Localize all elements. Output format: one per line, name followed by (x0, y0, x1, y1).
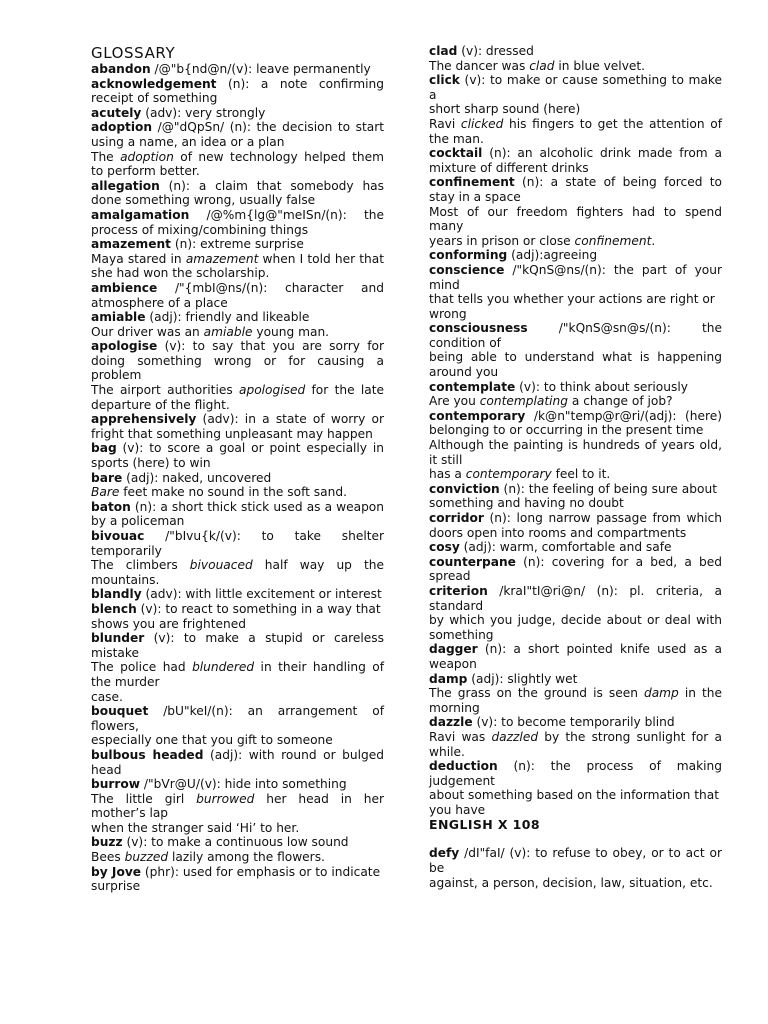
headword: dazzle (429, 715, 473, 730)
definition: (v): to make or cause something to make a (429, 73, 722, 102)
glossary-entry (429, 263, 722, 292)
headword: blandly (91, 587, 142, 602)
glossary-entry (429, 540, 722, 555)
glossary-entry (429, 321, 722, 350)
definition: (v): to say that you are sorry for doing something wrong or for causing a problem (91, 339, 384, 383)
continuation-line: about something based on the information that (429, 788, 719, 803)
continuation-line: wrong (429, 306, 467, 321)
definition: (n): a note confirming receipt of something (91, 76, 384, 106)
example-highlight: dazzled (491, 729, 539, 744)
example-text: his fingers to get the attention of the man. (429, 116, 722, 146)
example-sentence (429, 234, 722, 249)
example-sentence (91, 485, 384, 500)
glossary-entry (91, 704, 384, 733)
glossary-entry (91, 835, 384, 850)
headword: consciousness (429, 321, 528, 336)
headword: confinement (429, 175, 515, 190)
glossary-entry (91, 281, 384, 310)
headword: conviction (429, 481, 500, 496)
definition: (v): to become temporarily blind (472, 715, 675, 730)
glossary-entry (91, 865, 384, 880)
example-text: young man. (252, 324, 330, 339)
glossary-entry (429, 409, 722, 438)
definition: /@"b{nd@n/(v): leave permanently (150, 62, 371, 76)
example-highlight: bivouaced (189, 558, 253, 573)
example-sentence (91, 383, 384, 412)
definition: (v): to make a stupid or careless mistake (91, 631, 384, 660)
example-text: Are you (429, 394, 480, 409)
example-text: Our driver was an (91, 324, 204, 339)
headword: clad (429, 44, 458, 58)
headword: baton (91, 499, 131, 514)
definition: (phr): used for emphasis or to indicate (141, 864, 381, 879)
example-text: Although the painting is hundreds of years old, it still (429, 438, 722, 467)
glossary-entry (429, 672, 722, 687)
glossary-entry (429, 482, 722, 497)
definition: (n): a short pointed knife used as a weapon (429, 642, 722, 671)
definition: /dI"faI/ (v): to refuse to obey, or to act or be (429, 846, 722, 876)
glossary-entry (91, 62, 384, 77)
glossary-entry (429, 846, 722, 875)
headword: cosy (429, 540, 460, 555)
headword: bivouac (91, 529, 145, 543)
headword: buzz (91, 835, 123, 850)
definition: (adj):agreeing (507, 248, 598, 263)
glossary-entry (429, 584, 722, 613)
headword: acutely (91, 105, 142, 120)
glossary-entry (91, 310, 384, 325)
glossary-entry (91, 120, 384, 149)
continuation-line: shows you are frightened (91, 616, 246, 631)
example-text: Ravi (429, 116, 461, 131)
continuation-line: against, a person, decision, law, situation, etc. (429, 875, 713, 890)
glossary-entry (91, 441, 384, 470)
glossary-left-column (91, 44, 384, 894)
glossary-entry (429, 380, 722, 395)
headword: dagger (429, 642, 478, 657)
example-text: The airport authorities (91, 383, 239, 398)
glossary-entry (91, 412, 384, 441)
definition: /"{mbI@ns/(n): character and atmosphere of a place (91, 280, 384, 310)
definition: (v): to make a continuous low sound (122, 835, 349, 850)
glossary-entry (91, 208, 384, 237)
example-text: The dancer was (429, 58, 530, 73)
glossary-entry (429, 44, 722, 59)
headword: bouquet (91, 704, 149, 719)
definition: (v): dressed (457, 44, 534, 58)
headword: apprehensively (91, 412, 197, 427)
definition: /bU"keI/(n): an arrangement of flowers, (91, 704, 384, 733)
glossary-entry (429, 642, 722, 671)
example-sentence (429, 59, 722, 74)
headword: amazement (91, 237, 171, 252)
definition: (v): to react to something in a way that (136, 601, 381, 616)
example-text: by the strong sunlight for a while. (429, 729, 722, 759)
glossary-entry (429, 175, 722, 204)
example-highlight: clad (529, 58, 555, 73)
glossary-entry (91, 748, 384, 777)
example-text: . (651, 233, 656, 248)
example-text: of new technology helped them to perform better. (91, 149, 384, 179)
example-sentence (429, 686, 722, 715)
example-highlight: amazement (185, 251, 259, 266)
glossary-entry (91, 106, 384, 121)
definition: /"kQnS@ns/(n): the part of your mind (429, 262, 722, 292)
headword: apologise (91, 339, 158, 354)
headword: abandon (91, 62, 151, 76)
example-sentence (91, 325, 384, 340)
glossary-entry (91, 237, 384, 252)
example-sentence (429, 394, 722, 409)
glossary-entry (429, 715, 722, 730)
example-text: in the morning (429, 686, 722, 715)
glossary-entry (91, 500, 384, 529)
example-text: lazily among the flowers. (168, 850, 325, 865)
continuation-line: case. (91, 689, 123, 704)
example-sentence (429, 205, 722, 234)
example-highlight: damp (643, 686, 679, 701)
headword: amiable (91, 310, 146, 325)
example-highlight: apologised (238, 383, 306, 398)
example-text: Most of our freedom fighters had to spend many (429, 204, 722, 234)
headword: allegation (91, 178, 160, 193)
headword: cocktail (429, 146, 483, 161)
definition: (n): a short thick stick used as a weapon by a policeman (91, 499, 384, 529)
example-sentence (91, 660, 384, 689)
example-highlight: confinement (574, 233, 652, 248)
definition: (n): extreme surprise (170, 237, 304, 252)
headword: counterpane (429, 554, 516, 569)
entry-list-left (91, 62, 384, 894)
example-text: The little girl (91, 791, 197, 806)
continuation-line: when the stranger said ‘Hi’ to her. (91, 820, 300, 835)
continuation-line: something and having no doubt (429, 496, 624, 511)
example-text: half way up the mountains. (91, 558, 385, 587)
glossary-entry (429, 555, 722, 584)
definition: /"kQnS@sn@s/(n): the condition of (429, 321, 722, 350)
glossary-entry (91, 587, 384, 602)
example-sentence (91, 850, 384, 865)
example-highlight: contemporary (465, 467, 552, 482)
glossary-entry (429, 248, 722, 263)
example-text: feel to it. (551, 467, 611, 482)
example-text: Ravi was (429, 729, 492, 744)
definition: (adj): warm, comfortable and safe (459, 540, 672, 555)
headword: adoption (91, 120, 153, 135)
page-title: GLOSSARY (91, 44, 176, 62)
example-sentence (91, 252, 384, 281)
glossary-entry (91, 77, 384, 106)
glossary-entry (91, 631, 384, 660)
glossary-entry (429, 73, 722, 102)
headword: burrow (91, 777, 141, 792)
headword: bare (91, 470, 123, 485)
headword: conforming (429, 248, 508, 263)
glossary-entry (91, 471, 384, 486)
headword: blunder (91, 631, 145, 646)
definition: /"bVr@U/(v): hide into something (140, 777, 347, 792)
example-highlight: adoption (120, 149, 174, 164)
headword: click (429, 73, 460, 88)
definition: (n): the feeling of being sure about (499, 481, 717, 496)
example-text: her head in her mother’s lap (91, 791, 384, 821)
definition: (n): long narrow passage from which doors open into rooms and compartments (429, 511, 722, 540)
definition: /@%m{lg@"meISn/(n): the process of mixing/combining things (91, 207, 384, 237)
definition: (adv): in a state of worry or fright that something unpleasant may happen (91, 412, 384, 441)
headword: contemplate (429, 379, 516, 394)
entry-list-right-bottom (429, 846, 722, 890)
example-sentence (91, 558, 384, 587)
headword: bag (91, 441, 117, 456)
example-text: for the late departure of the flight. (91, 383, 384, 412)
headword: blench (91, 601, 137, 616)
definition: (n): the process of making judgement (429, 759, 722, 788)
example-highlight: burrowed (196, 791, 255, 806)
example-text: The (91, 149, 121, 164)
headword: damp (429, 671, 468, 686)
example-text: in their handling of the murder (91, 660, 384, 689)
headword: defy (429, 846, 460, 861)
example-text: The grass on the ground is seen (429, 686, 644, 701)
example-text: years in prison or close (429, 233, 575, 248)
glossary-entry (429, 759, 722, 788)
example-highlight: Bare (91, 485, 120, 500)
example-sentence (429, 117, 722, 146)
glossary-entry (91, 179, 384, 208)
continuation-line: surprise (91, 879, 141, 894)
glossary-right-column (429, 44, 722, 890)
headword: criterion (429, 583, 488, 598)
example-text: when I told her that she had won the scholarship. (91, 251, 384, 281)
definition: /kraI"tI@ri@n/ (n): pl. criteria, a standard (429, 583, 722, 613)
example-text: feet make no sound in the soft sand. (119, 485, 347, 500)
entry-list-right (429, 44, 722, 817)
definition: (v): to score a goal or point especially in sports (here) to win (91, 441, 384, 471)
example-sentence (91, 792, 384, 821)
example-text: a change of job? (567, 394, 673, 409)
example-text: Bees (91, 850, 125, 865)
continuation-line: short sharp sound (here) (429, 102, 581, 117)
example-sentence (429, 467, 722, 482)
definition: /"bIvu{k/(v): to take shelter temporarily (91, 529, 384, 558)
continuation-line: that tells you whether your actions are right or (429, 292, 715, 307)
example-highlight: blundered (192, 660, 255, 675)
glossary-entry (429, 146, 722, 175)
continuation-line: by which you judge, decide about or deal with something (429, 613, 722, 642)
definition: (n): a claim that somebody has done something wrong, usually false (91, 178, 384, 208)
headword: ambience (91, 280, 158, 295)
example-sentence (429, 730, 722, 759)
headword: acknowledgement (91, 76, 217, 91)
glossary-entry (91, 777, 384, 792)
headword: by Jove (91, 864, 142, 879)
definition: (adv): with little excitement or interest (141, 587, 382, 602)
definition: (adj): naked, uncovered (122, 470, 272, 485)
example-sentence (91, 150, 384, 179)
continuation-line: especially one that you gift to someone (91, 733, 333, 748)
example-highlight: amiable (203, 324, 253, 339)
headword: deduction (429, 759, 498, 774)
definition: (n): an alcoholic drink made from a mixture of different drinks (429, 146, 722, 175)
example-highlight: buzzed (124, 850, 169, 865)
example-text: The police had (91, 660, 193, 675)
definition: (n): covering for a bed, a bed spread (429, 554, 722, 584)
continuation-line: being able to understand what is happening around you (429, 350, 722, 380)
headword: amalgamation (91, 207, 190, 222)
glossary-entry (91, 602, 384, 617)
example-sentence (429, 438, 722, 467)
glossary-entry (91, 339, 384, 383)
continuation-line: you have (429, 802, 486, 817)
glossary-entry (429, 511, 722, 540)
definition: (v): to think about seriously (515, 379, 688, 394)
glossary-entry (91, 529, 384, 558)
headword: contemporary (429, 408, 526, 423)
definition: (adj): friendly and likeable (145, 310, 310, 325)
example-text: in blue velvet. (554, 58, 646, 73)
headword: bulbous headed (91, 747, 204, 762)
definition: /k@n"temp@r@ri/(adj): (here) belonging to or occurring in the present time (429, 408, 722, 438)
example-text: The climbers (91, 558, 190, 573)
example-text: Maya stared in (91, 251, 186, 266)
page-footer-label: ENGLISH X 108 (429, 817, 540, 833)
headword: corridor (429, 511, 484, 525)
example-highlight: clicked (460, 116, 504, 131)
headword: conscience (429, 262, 505, 277)
example-highlight: contemplating (479, 394, 568, 409)
definition: (adj): slightly wet (467, 671, 578, 686)
definition: /@"dQpSn/ (n): the decision to start using a name, an idea or a plan (91, 120, 384, 149)
definition: (n): a state of being forced to stay in a space (429, 175, 722, 204)
definition: (adv): very strongly (141, 105, 266, 120)
definition: (adj): with round or bulged head (91, 747, 384, 777)
example-text: has a (429, 467, 466, 482)
